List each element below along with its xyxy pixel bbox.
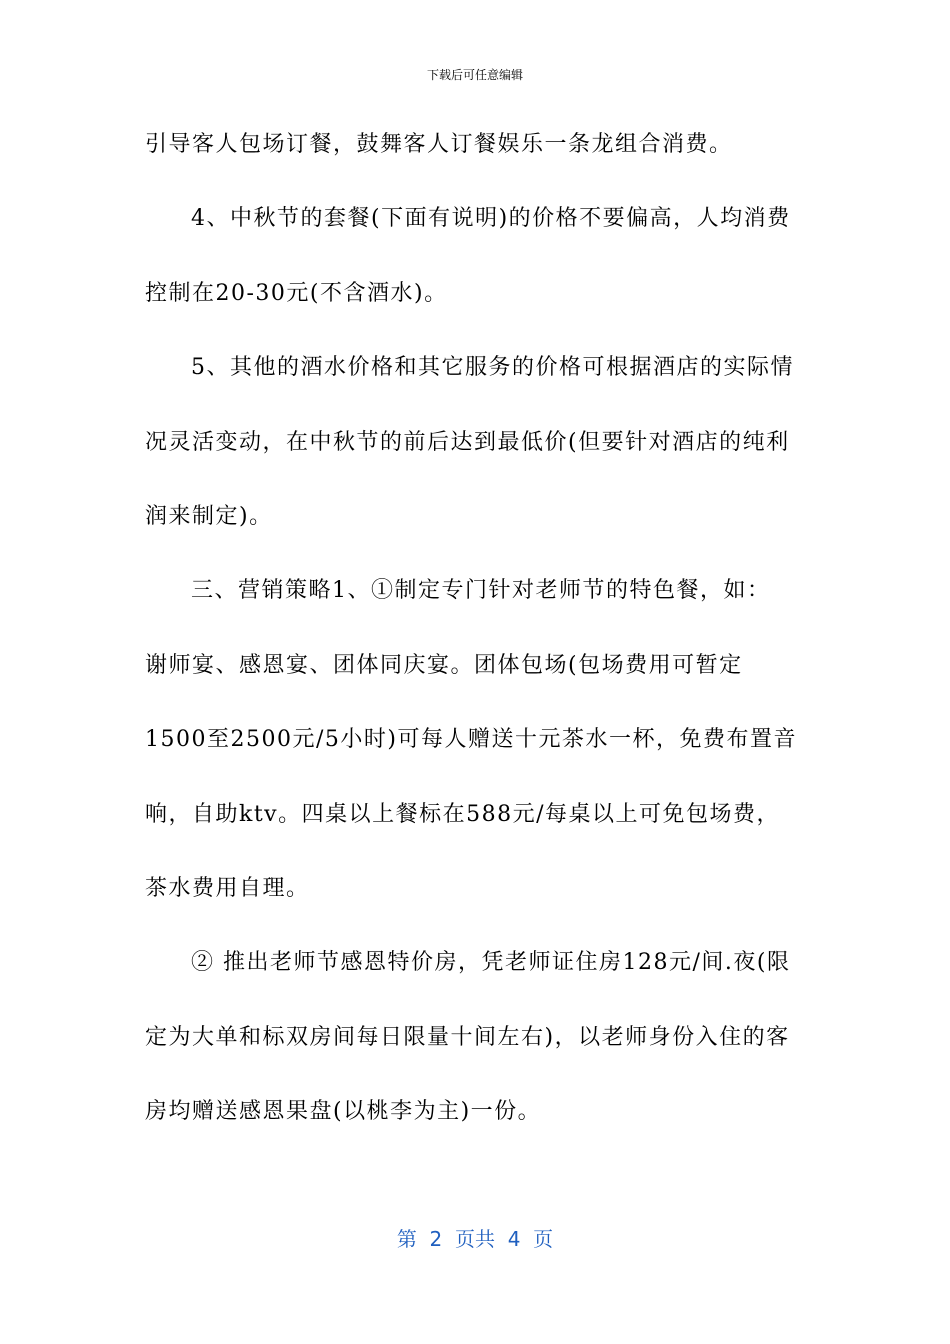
body-line-10: 响，自助ktv。四桌以上餐标在588元/每桌以上可免包场费， — [145, 801, 781, 827]
page-header: 下载后可任意编辑 — [426, 68, 523, 82]
body-line-11: 茶水费用自理。 — [145, 875, 310, 901]
body-line-13: 定为大单和标双房间每日限量十间左右)，以老师身份入住的客 — [145, 1024, 790, 1050]
body-line-2: 4、中秋节的套餐(下面有说明)的价格不要偏高，人均消费 — [191, 206, 791, 232]
document-body — [145, 108, 813, 1149]
body-line-8: 谢师宴、感恩宴、团体同庆宴。团体包场(包场费用可暂定 — [145, 652, 743, 678]
body-line-3: 控制在20-30元(不含酒水)。 — [145, 280, 448, 306]
body-line-12: ② 推出老师节感恩特价房，凭老师证住房128元/间.夜(限 — [191, 950, 791, 976]
page-number-footer: 第 2 页共 4 页 — [396, 1227, 554, 1251]
body-line-4: 5、其他的酒水价格和其它服务的价格可根据酒店的实际情 — [191, 355, 794, 381]
body-line-1: 引导客人包场订餐，鼓舞客人订餐娱乐一条龙组合消费。 — [145, 132, 733, 157]
body-line-14: 房均赠送感恩果盘(以桃李为主)一份。 — [145, 1099, 542, 1125]
body-line-7: 三、营销策略1、①制定专门针对老师节的特色餐，如： — [191, 578, 771, 604]
body-line-6: 润来制定)。 — [145, 503, 273, 529]
body-line-5: 况灵活变动，在中秋节的前后达到最低价(但要针对酒店的纯利 — [145, 429, 790, 455]
body-line-9: 1500至2500元/5小时)可每人赠送十元茶水一杯，免费布置音 — [145, 727, 797, 753]
